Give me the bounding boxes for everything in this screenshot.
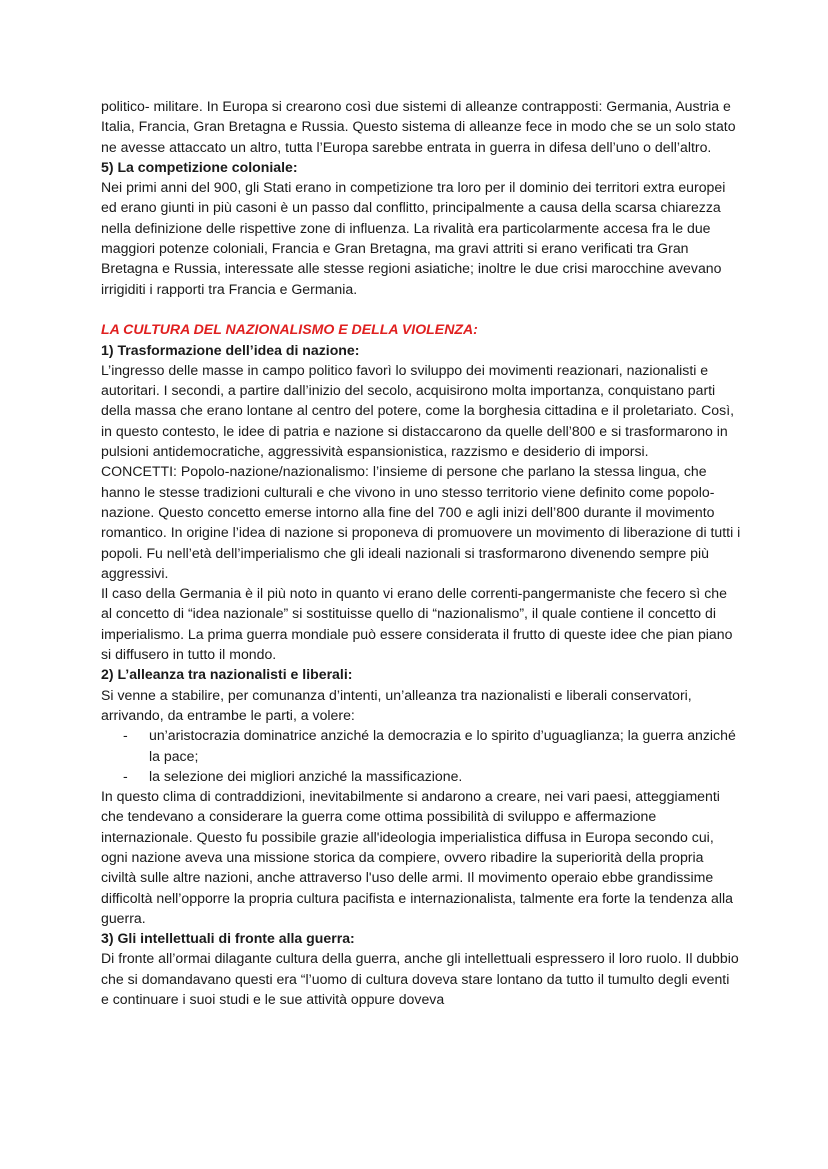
bullet-dash: - [123,727,128,744]
paragraph-intellectuals: Di fronte all’ormai dilagante cultura della guerra, anche gli intellettuali espressero il loro ruolo. Il dubbio che si domandavano questi era “l’uomo di cultura doveva stare lontano da tutto il tumulto degli eventi e continuare i suoi studi e le sue attività oppure doveva [101,950,739,1008]
heading-nation-idea: 1) Trasformazione dell’idea di nazione: [101,341,360,358]
paragraph-alliances: politico- militare. In Europa si crearono così due sistemi di alleanze contrapposti: Germania, Austria e Italia, Francia, Gran Bretagna e Russia. Questo sistema di alleanze fece in modo che se un solo stato ne avesse attaccato un altro, tutta l’Europa sarebbe entrata in guerra in difesa dell’uno o dell’altro. [101,98,736,155]
heading-alliance: 2) L’alleanza tra nazionalisti e liberali: [101,666,353,683]
list-item-text: la selezione dei migliori anziché la massificazione. [149,767,463,784]
document-page [101,96,741,1009]
paragraph-war-climate: In questo clima di contraddizioni, inevitabilmente si andarono a creare, nei vari paesi, atteggiamenti che tendevano a considerare la guerra come ottima possibilità di sviluppo e affermazione internazionale. Questo fu possibile grazie all'ideologia imperialistica diffusa in Europa secondo cui, ogni nazione aveva una missione storica da compiere, ovvero ribadire la superiorità della propria civiltà sulle altre nazioni, anche attraverso l'uso delle armi. Il movimento operaio ebbe grandissime difficoltà nell’opporre la propria cultura pacifista e internazionalista, talmente era forte la tendenza alla guerra. [101,788,733,926]
paragraph-alliance: Si venne a stabilire, per comunanza d’intenti, un’alleanza tra nazionalisti e liberali conservatori, arrivando, da entrambe le parti, a volere: [101,686,692,723]
alliance-goals-list [101,725,741,786]
bullet-dash: - [123,767,128,784]
heading-intellectuals: 3) Gli intellettuali di fronte alla guerra: [101,930,355,947]
list-item [101,766,741,786]
section-title: LA CULTURA DEL NAZIONALISMO E DELLA VIOLENZA: [101,321,478,338]
list-item-text: un’aristocrazia dominatrice anziché la democrazia e lo spirito d’uguaglianza; la guerra anziché la pace; [149,727,736,764]
paragraph-concepts: CONCETTI: Popolo-nazione/nazionalismo: l’insieme di persone che parlano la stessa lingua, che hanno le stesse tradizioni culturali e che vivono in uno stesso territorio viene definito come popolo- nazione. Questo concetto emerse intorno alla fine del 700 e agli inizi dell’800 durante il movimento romantico. In origine l’idea di nazione si proponeva di promuovere un movimento di liberazione di tutti i popoli. Fu nell’età dell’imperialismo che gli ideali nazionali si trasformarono divenendo sempre più aggressivi. [101,463,741,581]
paragraph-colonial-competition: Nei primi anni del 900, gli Stati erano in competizione tra loro per il dominio dei territori extra europei ed erano giunti in più casoni è un passo dal conflitto, principalmente a causa della scarsa chiarezza nella definizione delle rispettive zone di influenza. La rivalità era particolarmente accesa fra le due maggiori potenze coloniali, Francia e Gran Bretagna, ma gravi attriti si erano verificati tra Gran Bretagna e Russia, interessate alle stesse regioni asiatiche; inoltre le due crisi marocchine avevano irrigiditi i rapporti tra Francia e Germania. [101,179,726,297]
spacer [101,299,741,319]
paragraph-nation-idea: L’ingresso delle masse in campo politico favorì lo sviluppo dei movimenti reazionari, nazionalisti e autoritari. I secondi, a partire dall’inizio del secolo, acquisirono molta importanza, conquistano parti della massa che erano lontane al centro del potere, come la borghesia cittadina e il proletariato. Così, in questo contesto, le idee di patria e nazione si distaccarono da quelle dell’800 e si trasformarono in pulsioni antidemocratiche, aggressività espansionistica, razzismo e desiderio di imporsi. [101,361,735,460]
list-item [101,725,741,766]
paragraph-germany: Il caso della Germania è il più noto in quanto vi erano delle correnti-pangermaniste che fecero sì che al concetto di “idea nazionale” si sostituisse quello di “nazionalismo”, il quale contiene il concetto di imperialismo. La prima guerra mondiale può essere considerata il frutto di queste idee che pian piano si diffusero in tutto il mondo. [101,585,733,663]
heading-colonial-competition: 5) La competizione coloniale: [101,158,298,175]
